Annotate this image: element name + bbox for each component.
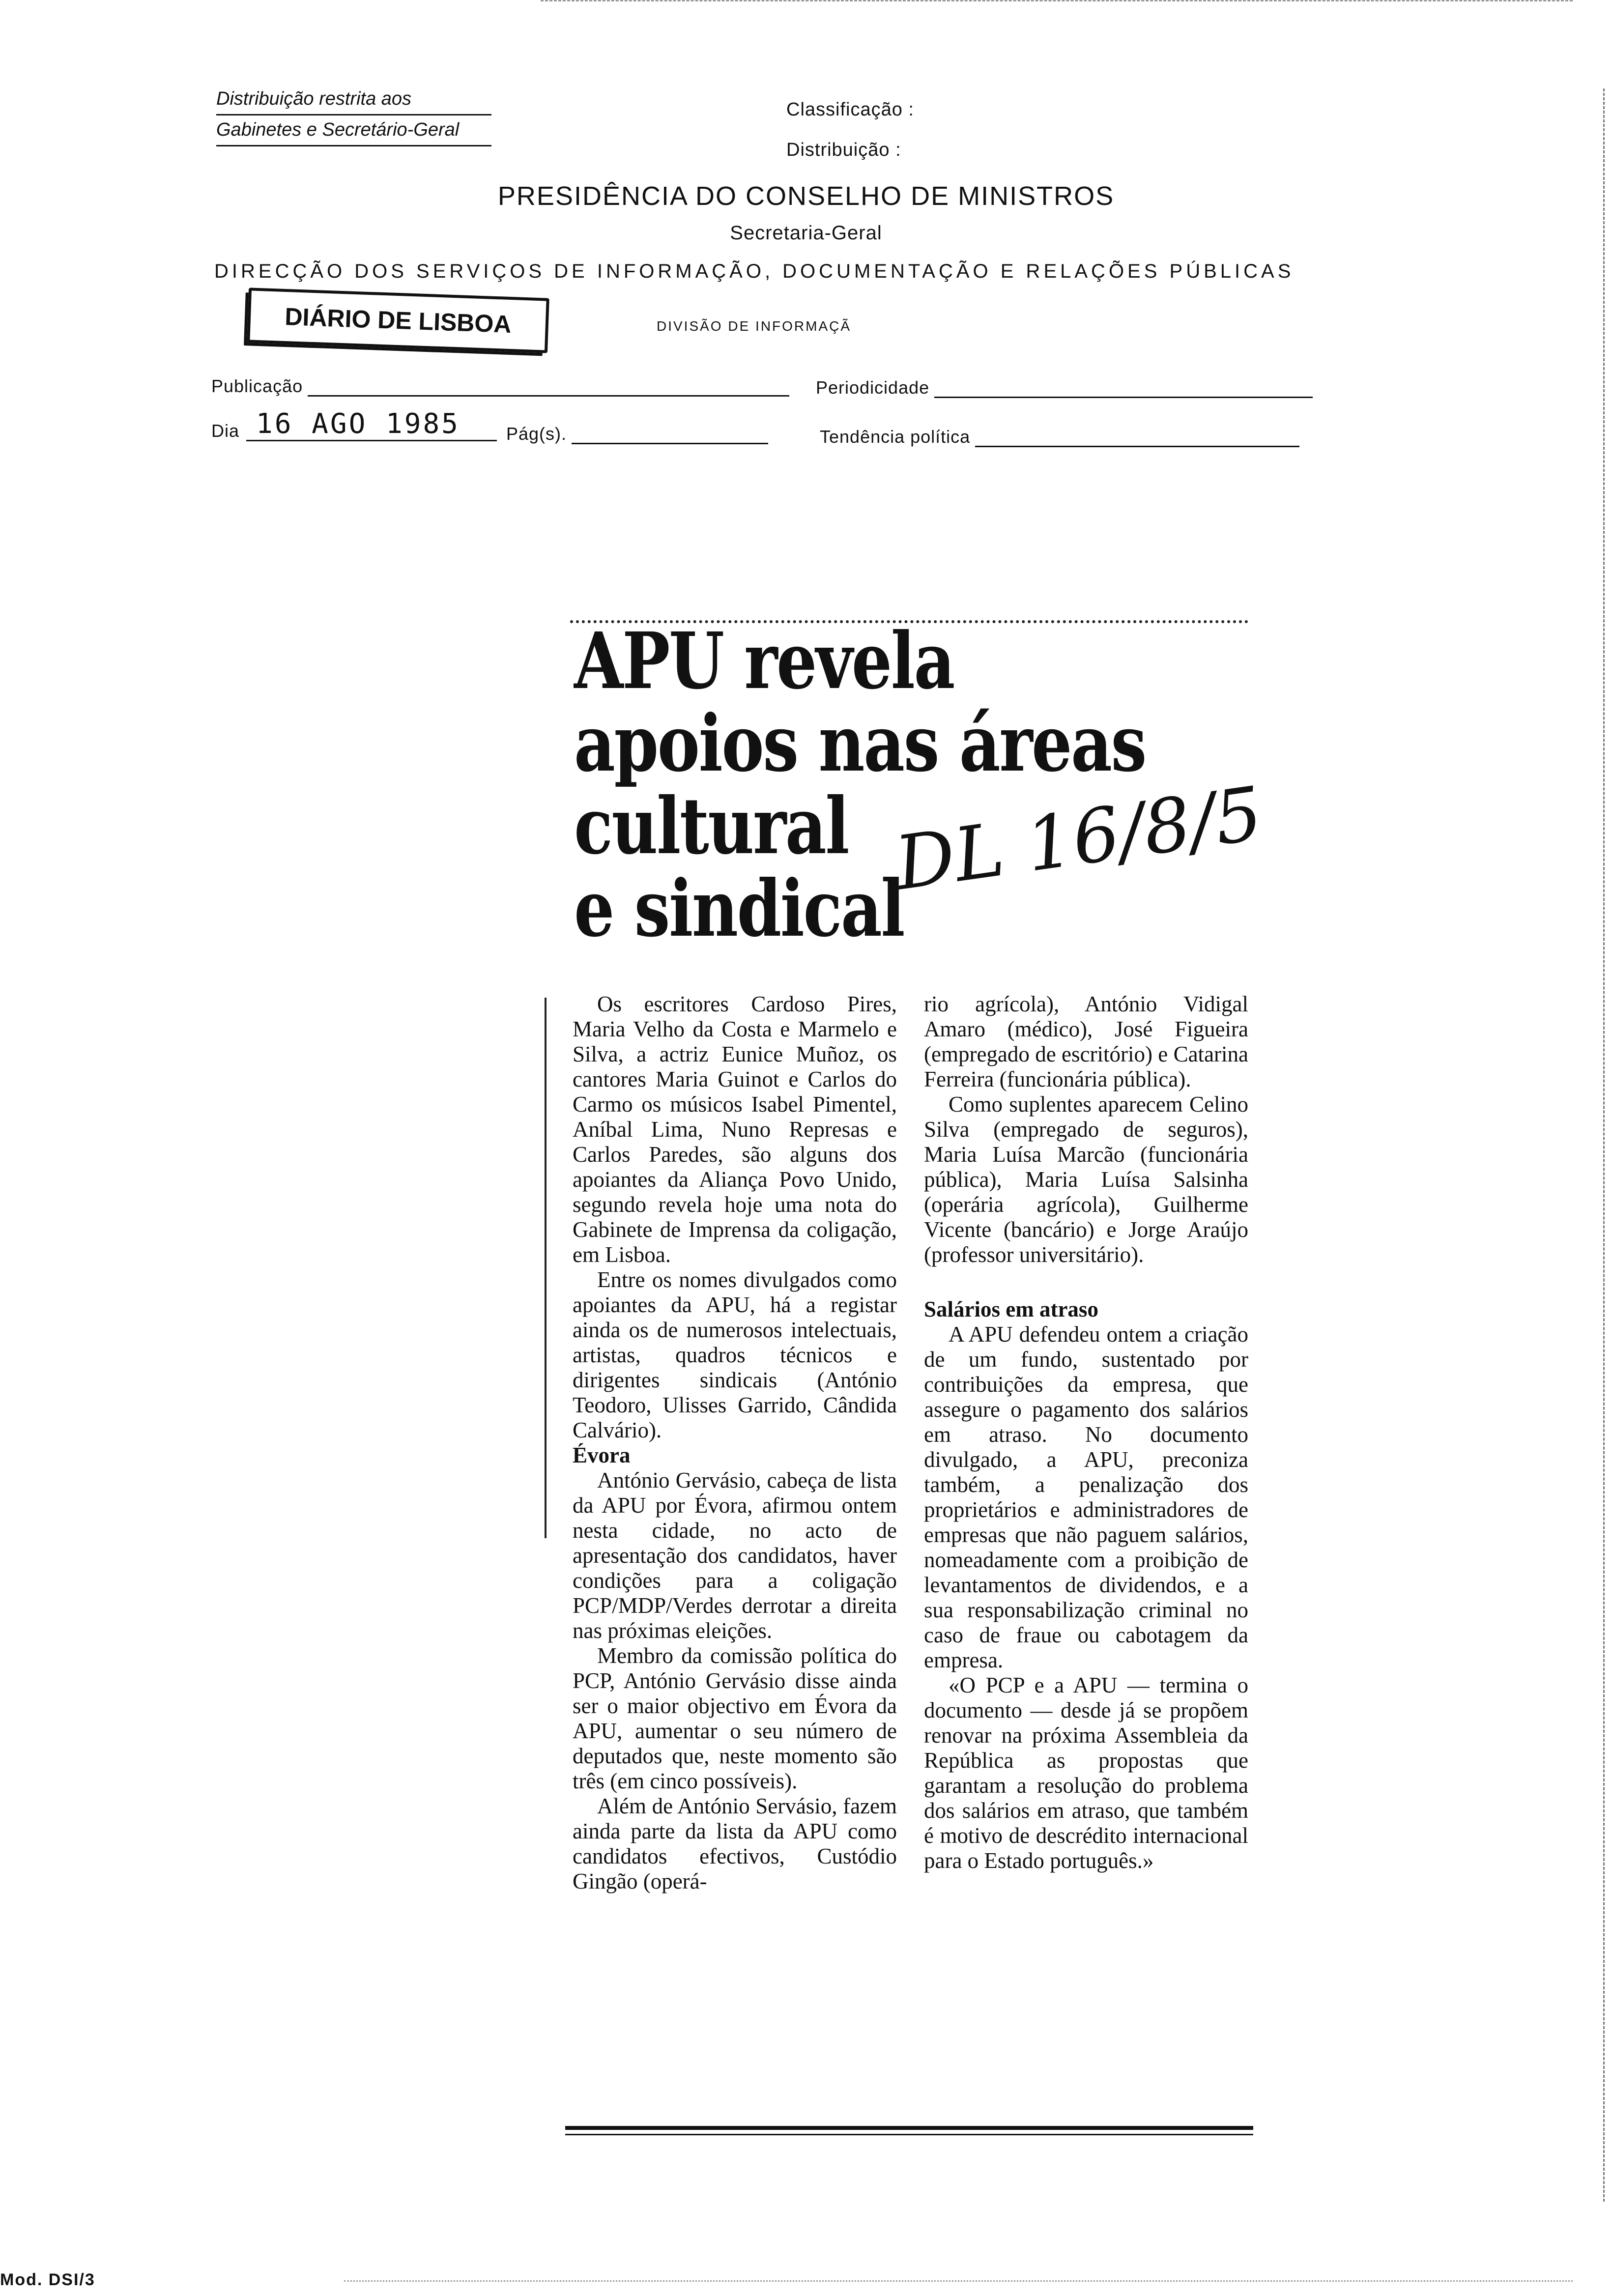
article-bottom-rule (565, 2126, 1253, 2130)
paragraph: Membro da comissão política do PCP, António Gervásio disse ainda ser o maior objectivo em Évora da APU, aumentar o seu número de deputados que, neste momento são três (em cinco possíveis). (573, 1643, 897, 1793)
dia-field (211, 408, 497, 441)
dia-value: 16 AGO 1985 (246, 408, 497, 441)
handwritten-note: DL 16/8/5 (890, 771, 1267, 907)
article-column-2 (924, 992, 1248, 1873)
paragraph: Os escritores Cardoso Pires, Maria Velho da Costa e Marmelo e Silva, a actriz Eunice Muñoz, os cantores Maria Guinot e Carlos do Carmo os músicos Isabel Pimentel, Aníbal Lima, Nuno Represas e Carlos Paredes, são alguns dos apoiantes da Aliança Povo Unido, segundo revela hoje uma nota do Gabinete de Imprensa da coligação, em Lisboa. (573, 992, 897, 1267)
paragraph: rio agrícola), António Vidigal Amaro (médico), José Figueira (empregado de escritório) e Catarina Ferreira (funcionária pública). (924, 992, 1248, 1091)
pag-field (506, 424, 768, 444)
column-margin-rule (545, 998, 547, 1538)
article-bottom-rule-thin (565, 2134, 1253, 2135)
division-label: DIVISÃO DE INFORMAÇÃ (657, 318, 852, 334)
tendencia-label: Tendência política (820, 427, 971, 447)
article-headline (574, 616, 1146, 954)
dia-label: Dia (211, 421, 240, 441)
scan-edge-bottom (344, 2280, 1573, 2282)
distribution-restriction (216, 85, 491, 146)
restricted-line-1: Distribuição restrita aos (216, 85, 491, 115)
scan-edge-top (541, 0, 1573, 1)
article-column-1 (573, 992, 897, 1894)
scan-edge-right (1603, 88, 1607, 2202)
periodicidade-line (934, 378, 1313, 398)
headline-line-2: apoios nas áreas (574, 698, 1146, 789)
publicacao-field (211, 376, 789, 397)
paragraph: António Gervásio, cabeça de lista da APU por Évora, afirmou ontem nesta cidade, no acto de apresentação dos candidatos, haver condições para a coligação PCP/MDP/Verdes derrotar a direita nas próximas eleições. (573, 1468, 897, 1643)
headline-line-4: e sindical (574, 863, 904, 954)
paragraph: A APU defendeu ontem a criação de um fundo, sustentado por contribuições da empresa, que assegure o pagamento dos salários em atraso. No documento divulgado, a APU, preconiza também, a penalização dos proprietários e administradores de empresas que não paguem salários, nomeadamente com a proibição de levantamentos de dividendos, e a sua responsabilização criminal no caso de fraue ou cabotagem da empresa. (924, 1322, 1248, 1672)
periodicidade-field (816, 377, 1313, 398)
publicacao-line (308, 376, 789, 397)
subhead-salarios: Salários em atraso (924, 1297, 1098, 1321)
tendencia-line (975, 427, 1299, 447)
classification-block (786, 89, 914, 170)
paragraph: Como suplentes aparecem Celino Silva (empregado de seguros), Maria Luísa Marcão (funcionária pública), Maria Luísa Salsinha (operária agrícola), Guilherme Vicente (bancário) e Jorge Araújo (professor universitário). (924, 1092, 1248, 1267)
newspaper-stamp: DIÁRIO DE LISBOA (247, 287, 549, 353)
classificacao-label: Classificação : (786, 99, 914, 120)
headline-line-3: cultural (574, 781, 849, 872)
headline-line-1: APU revela (574, 616, 954, 707)
pag-label: Pág(s). (506, 424, 567, 444)
paragraph: Entre os nomes divulgados como apoiantes da APU, há a registar ainda os de numerosos intelectuais, artistas, quadros técnicos e dirigentes sindicais (António Teodoro, Ulisses Garrido, Cândida Calvário). (573, 1267, 897, 1442)
subhead-evora: Évora (573, 1443, 631, 1467)
periodicidade-label: Periodicidade (816, 377, 930, 398)
pag-line (572, 424, 768, 444)
tendencia-field (820, 427, 1299, 447)
department-line: DIRECÇÃO DOS SERVIÇOS DE INFORMAÇÃO, DOCUMENTAÇÃO E RELAÇÕES PÚBLICAS (214, 260, 1295, 282)
page-title: PRESIDÊNCIA DO CONSELHO DE MINISTROS (497, 181, 1115, 211)
distribuicao-label: Distribuição : (786, 140, 901, 160)
subtitle: Secretaria-Geral (730, 222, 882, 244)
restricted-line-2: Gabinetes e Secretário-Geral (216, 115, 491, 146)
publicacao-label: Publicação (211, 376, 303, 396)
paragraph: Além de António Servásio, fazem ainda parte da lista da APU como candidatos efectivos, Custódio Gingão (operá- (573, 1794, 897, 1894)
paragraph: «O PCP e a APU — termina o documento — desde já se propõem renovar na próxima Assembleia da República as propostas que garantam a resolução do problema dos salários em atraso, que também é motivo de descrédito internacional para o Estado português.» (924, 1673, 1248, 1873)
form-model-code: Mod. DSI/3 (0, 2270, 95, 2289)
